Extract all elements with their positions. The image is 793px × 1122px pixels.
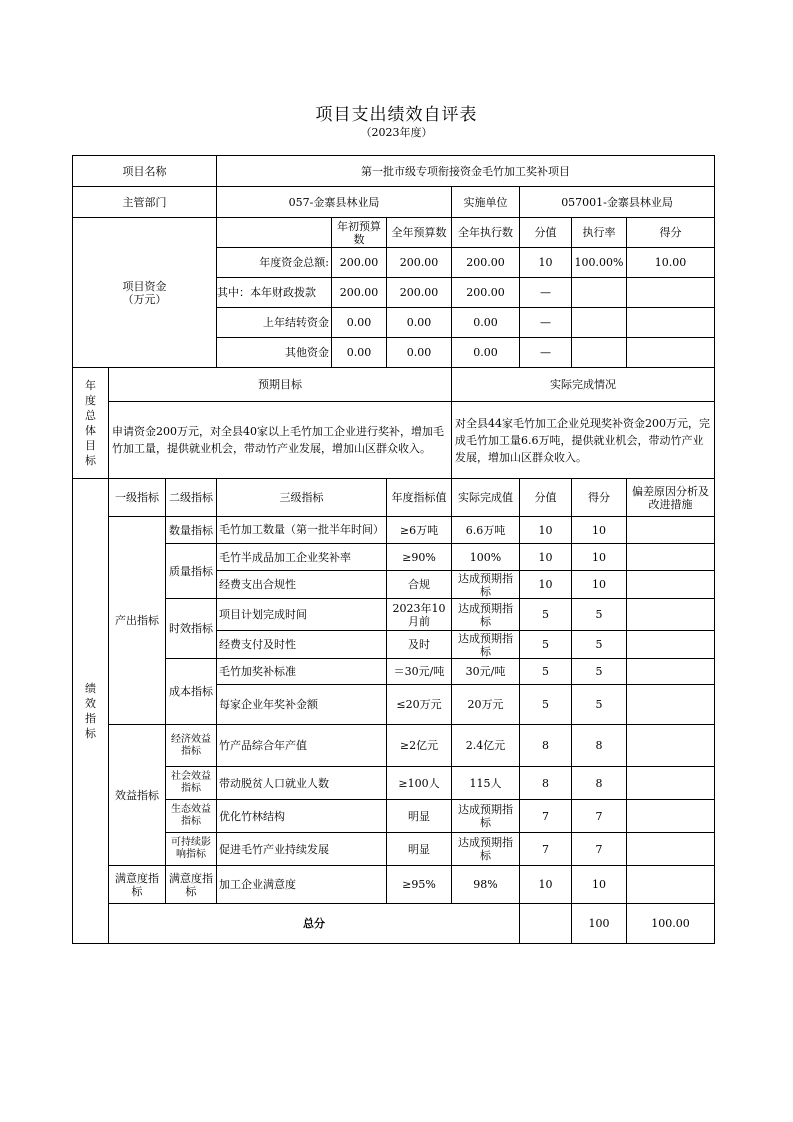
funds-row-label: 上年结转资金 (217, 308, 332, 338)
level2-cell: 满意度指标 (166, 866, 217, 904)
score-cell: 10 (520, 571, 572, 599)
actual-cell: 98% (452, 866, 520, 904)
table-row (73, 833, 715, 866)
total-row (73, 904, 715, 944)
actual-result: 对全县44家毛竹加工企业兑现奖补资金200万元，完成毛竹加工量6.6万吨，提供就业机会，带动竹产业发展，增加山区群众收入。 (452, 402, 715, 479)
funds-score: — (520, 278, 572, 308)
perf-label: 绩 效 指 标 (73, 479, 109, 944)
table-row (73, 517, 715, 544)
level2-cell: 成本指标 (166, 659, 217, 725)
got-cell: 5 (572, 599, 627, 631)
funds-init: 200.00 (332, 248, 387, 278)
level3-cell: 经费支出合规性 (217, 571, 387, 599)
funds-header: 得分 (627, 218, 715, 248)
target-cell: 及时 (387, 631, 452, 659)
target-cell: 2023年10月前 (387, 599, 452, 631)
score-cell: 5 (520, 599, 572, 631)
deviation-cell (627, 659, 715, 685)
deviation-cell (627, 725, 715, 767)
funds-full: 200.00 (387, 248, 452, 278)
goals-content-row (73, 402, 715, 479)
deviation-cell (627, 631, 715, 659)
table-row (73, 659, 715, 685)
funds-header: 分值 (520, 218, 572, 248)
total-score: 100 (572, 904, 627, 944)
dept-label: 主管部门 (73, 187, 217, 218)
level3-cell: 毛竹半成品加工企业奖补率 (217, 544, 387, 571)
project-name-row (73, 156, 715, 187)
score-cell: 7 (520, 800, 572, 833)
actual-cell: 115人 (452, 767, 520, 800)
level3-cell: 优化竹林结构 (217, 800, 387, 833)
funds-init: 0.00 (332, 338, 387, 368)
funds-rate (572, 308, 627, 338)
funds-score: — (520, 338, 572, 368)
level2-cell: 数量指标 (166, 517, 217, 544)
deviation-cell (627, 517, 715, 544)
deviation-cell (627, 571, 715, 599)
level3-cell: 带动脱贫人口就业人数 (217, 767, 387, 800)
perf-header: 分值 (520, 479, 572, 517)
table-row (73, 767, 715, 800)
level3-cell: 经费支付及时性 (217, 631, 387, 659)
level3-cell: 竹产品综合年产值 (217, 725, 387, 767)
level3-cell: 促进毛竹产业持续发展 (217, 833, 387, 866)
perf-header: 二级指标 (166, 479, 217, 517)
perf-header: 实际完成值 (452, 479, 520, 517)
actual-header: 实际完成情况 (452, 368, 715, 402)
impl-value: 057001-金寨县林业局 (520, 187, 715, 218)
funds-exec: 200.00 (452, 278, 520, 308)
score-cell: 8 (520, 767, 572, 800)
target-cell: 明显 (387, 800, 452, 833)
level3-cell: 加工企业满意度 (217, 866, 387, 904)
level1-cell: 满意度指标 (109, 866, 166, 904)
funds-full: 0.00 (387, 338, 452, 368)
funds-got (627, 278, 715, 308)
score-cell: 5 (520, 659, 572, 685)
table-row (73, 544, 715, 571)
level2-cell: 可持续影响指标 (166, 833, 217, 866)
actual-cell: 30元/吨 (452, 659, 520, 685)
level2-cell: 质量指标 (166, 544, 217, 599)
perf-header: 一级指标 (109, 479, 166, 517)
level3-cell: 毛竹加奖补标准 (217, 659, 387, 685)
funds-row-label: 其他资金 (217, 338, 332, 368)
actual-cell: 6.6万吨 (452, 517, 520, 544)
deviation-cell (627, 685, 715, 725)
actual-cell: 达成预期指标 (452, 571, 520, 599)
got-cell: 5 (572, 659, 627, 685)
goals-label: 年 度 总 体 目 标 (73, 368, 109, 479)
perf-header: 得分 (572, 479, 627, 517)
expected-goal: 申请资金200万元，对全县40家以上毛竹加工企业进行奖补，增加毛竹加工量，提供就业机会，带动竹产业发展，增加山区群众收入。 (109, 402, 452, 479)
goals-header-row (73, 368, 715, 402)
target-cell: ≥95% (387, 866, 452, 904)
total-label: 总分 (109, 904, 520, 944)
table-row (73, 599, 715, 631)
actual-cell: 达成预期指标 (452, 599, 520, 631)
got-cell: 10 (572, 571, 627, 599)
level3-cell: 毛竹加工数量（第一批半年时间） (217, 517, 387, 544)
level2-cell: 经济效益指标 (166, 725, 217, 767)
table-row (73, 800, 715, 833)
level2-cell: 生态效益指标 (166, 800, 217, 833)
actual-cell: 2.4亿元 (452, 725, 520, 767)
dept-row (73, 187, 715, 218)
funds-init: 200.00 (332, 278, 387, 308)
target-cell: ＝30元/吨 (387, 659, 452, 685)
deviation-cell (627, 599, 715, 631)
target-cell: 合规 (387, 571, 452, 599)
funds-label: 项目资金 （万元） (73, 218, 217, 368)
actual-cell: 达成预期指标 (452, 833, 520, 866)
deviation-cell (627, 866, 715, 904)
funds-exec: 200.00 (452, 248, 520, 278)
score-cell: 10 (520, 517, 572, 544)
year-label: （2023年度） (360, 126, 433, 139)
got-cell: 8 (572, 725, 627, 767)
funds-row-label: 年度资金总额: (217, 248, 332, 278)
target-cell: ≥100人 (387, 767, 452, 800)
got-cell: 10 (572, 866, 627, 904)
actual-cell: 达成预期指标 (452, 800, 520, 833)
score-cell: 5 (520, 685, 572, 725)
perf-header: 年度指标值 (387, 479, 452, 517)
level1-cell: 产出指标 (109, 517, 166, 725)
project-name-label: 项目名称 (73, 156, 217, 187)
level2-cell: 时效指标 (166, 599, 217, 659)
expected-header: 预期目标 (109, 368, 452, 402)
funds-rate (572, 278, 627, 308)
got-cell: 10 (572, 517, 627, 544)
target-cell: ≥6万吨 (387, 517, 452, 544)
funds-full: 0.00 (387, 308, 452, 338)
funds-row-label: 其中：本年财政拨款 (217, 278, 332, 308)
got-cell: 10 (572, 544, 627, 571)
funds-header: 年初预算数 (332, 218, 387, 248)
total-got: 100.00 (627, 904, 715, 944)
funds-exec: 0.00 (452, 338, 520, 368)
perf-header: 偏差原因分析及改进措施 (627, 479, 715, 517)
evaluation-table (72, 155, 715, 944)
funds-header: 全年执行数 (452, 218, 520, 248)
table-row (73, 725, 715, 767)
got-cell: 7 (572, 800, 627, 833)
score-cell: 10 (520, 544, 572, 571)
funds-header-row (73, 218, 715, 248)
funds-rate (572, 338, 627, 368)
got-cell: 5 (572, 685, 627, 725)
table-row (73, 866, 715, 904)
actual-cell: 20万元 (452, 685, 520, 725)
score-cell: 7 (520, 833, 572, 866)
target-cell: ≥2亿元 (387, 725, 452, 767)
level2-cell: 社会效益指标 (166, 767, 217, 800)
got-cell: 7 (572, 833, 627, 866)
level1-cell: 效益指标 (109, 725, 166, 866)
level3-cell: 项目计划完成时间 (217, 599, 387, 631)
score-cell: 10 (520, 866, 572, 904)
page-title: 项目支出绩效自评表 (315, 105, 478, 125)
impl-label: 实施单位 (452, 187, 520, 218)
target-cell: ≤20万元 (387, 685, 452, 725)
deviation-cell (627, 800, 715, 833)
project-name-value: 第一批市级专项衔接资金毛竹加工奖补项目 (217, 156, 715, 187)
funds-header: 执行率 (572, 218, 627, 248)
deviation-cell (627, 544, 715, 571)
perf-header-row (73, 479, 715, 517)
funds-got (627, 338, 715, 368)
funds-full: 200.00 (387, 278, 452, 308)
actual-cell: 100% (452, 544, 520, 571)
got-cell: 8 (572, 767, 627, 800)
level3-cell: 每家企业年奖补金额 (217, 685, 387, 725)
actual-cell: 达成预期指标 (452, 631, 520, 659)
deviation-cell (627, 767, 715, 800)
got-cell: 5 (572, 631, 627, 659)
perf-header: 三级指标 (217, 479, 387, 517)
funds-exec: 0.00 (452, 308, 520, 338)
score-cell: 5 (520, 631, 572, 659)
dept-value: 057-金寨县林业局 (217, 187, 452, 218)
score-cell: 8 (520, 725, 572, 767)
funds-score: 10 (520, 248, 572, 278)
target-cell: 明显 (387, 833, 452, 866)
funds-header: 全年预算数 (387, 218, 452, 248)
funds-rate: 100.00% (572, 248, 627, 278)
target-cell: ≥90% (387, 544, 452, 571)
funds-got: 10.00 (627, 248, 715, 278)
funds-init: 0.00 (332, 308, 387, 338)
deviation-cell (627, 833, 715, 866)
funds-got (627, 308, 715, 338)
funds-score: — (520, 308, 572, 338)
